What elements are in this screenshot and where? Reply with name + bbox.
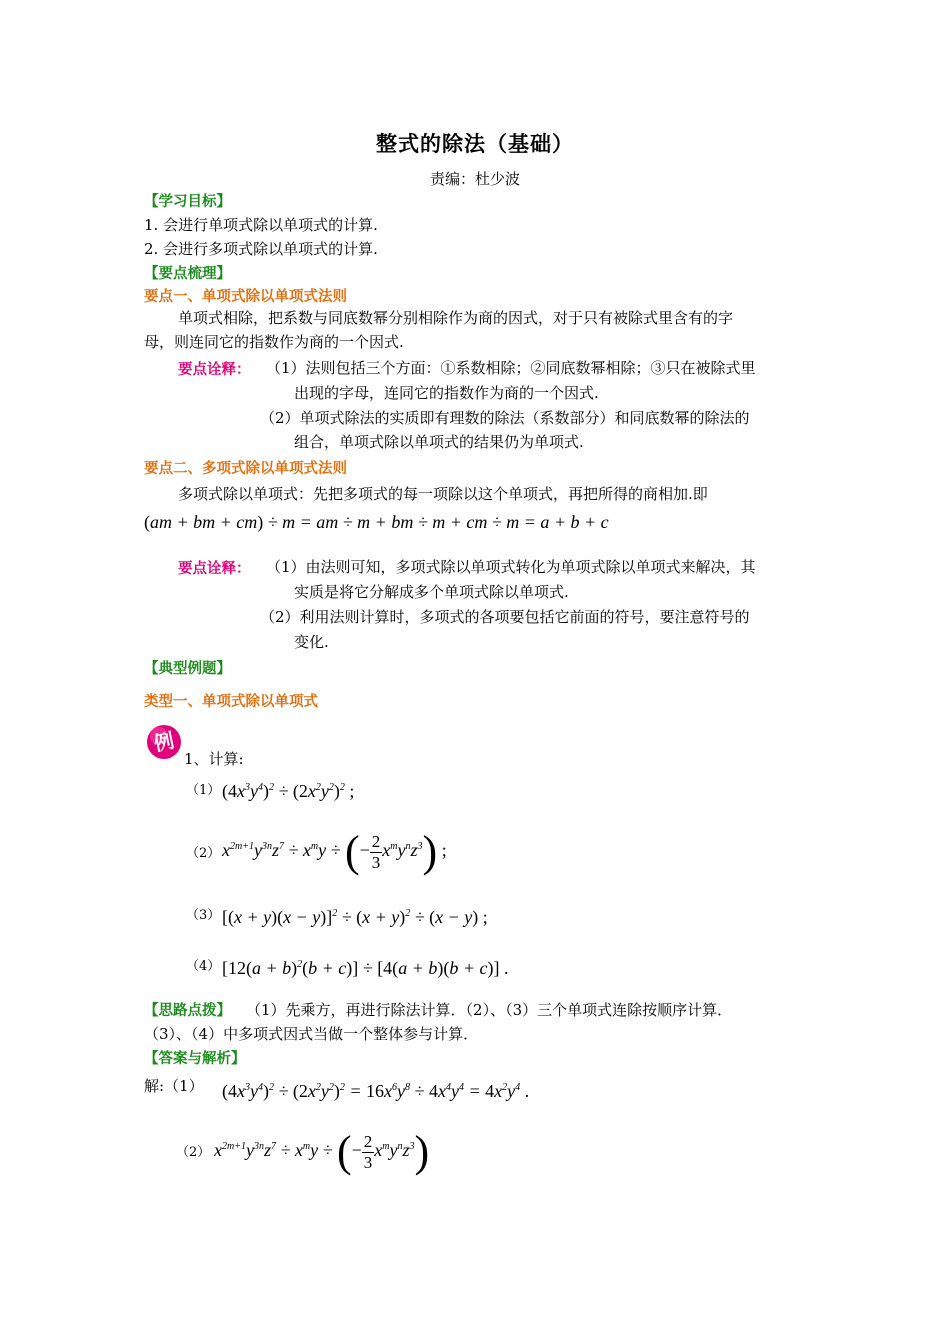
solution-prefix: 解:（1） [144,1077,204,1095]
hint-line2: （3）、（4）中多项式因式当做一个整体参与计算． [144,1025,479,1043]
keypoints-heading: 【要点梳理】 [144,266,231,282]
point1-note2-line2: 组合，单项式除以单项式的结果仍为单项式. [294,433,584,451]
point1-heading: 要点一、单项式除以单项式法则 [144,289,347,305]
point2-note1-line2: 实质是将它分解成多个单项式除以单项式. [294,583,569,601]
examples-heading: 【典型例题】 [144,661,231,677]
example-prompt: 1、计算: [184,750,244,768]
problem-4-expression: $[12(a + b)^2(b + c)] \div [4(a + b)(b + c)]$ . [222,958,509,978]
type1-heading: 类型一、单项式除以单项式 [144,694,318,710]
problem-4-label: （4） [186,959,221,974]
solution-2-expression: $x^{2m+1}y^{3n}z^7 \div x^my$ ÷ (− $\frac{2}{3}$ $x^my^nz^3$) [214,1127,430,1176]
problem-2-expression: $x^{2m+1}y^{3n}z^7 \div x^my$ ÷ (− $\frac{2}{3}$ $x^my^nz^3$) ; [222,827,447,876]
example-badge-icon [145,722,183,760]
author-line: 责编：杜少波 [429,170,520,188]
problem-3-expression: $[(x + y)(x - y)]^2 \div (x + y)^2 \div (x - y)$ ; [222,907,488,927]
problem-2-label: （2） [186,846,221,861]
hint-label: 【思路点拨】 [144,1003,231,1019]
problem-3-label: （3） [186,908,221,923]
point1-note2-line1: （2）单项式除法的实质即有理数的除法（系数部分）和同底数幂的除法的 [260,409,750,427]
point1-note-label: 要点诠释： [178,362,251,378]
example-badge-text: 例 [151,728,177,756]
point1-note1-line2: 出现的字母，连同它的指数作为商的一个因式. [294,384,599,402]
point2-note2-line2: 变化. [294,633,329,651]
point1-note1-line1: （1）法则包括三个方面：①系数相除；②同底数幂相除；③只在被除式里 [266,359,756,377]
solution-2-label: （2） [176,1145,211,1160]
answer-heading: 【答案与解析】 [144,1051,246,1067]
hint-line1: （1）先乘方，再进行除法计算．（2）、（3）三个单项式连除按顺序计算． [246,1001,733,1019]
point2-text-line1: 多项式除以单项式：先把多项式的每一项除以这个单项式，再把所得的商相加.即 [178,485,708,503]
point1-text-line1: 单项式相除，把系数与同底数幂分别相除作为商的因式，对于只有被除式里含有的字 [178,309,734,327]
point2-note-label: 要点诠释： [178,561,251,577]
objective-2: 2. 会进行多项式除以单项式的计算. [144,240,378,258]
point2-note2-line1: （2）利用法则计算时，多项式的各项要包括它前面的符号，要注意符号的 [260,608,750,626]
problem-1-expression: $(4x^3y^4)^2 \div (2x^2y^2)^2$ ; [222,781,355,801]
problem-1-label: （1） [186,783,221,798]
objective-1: 1. 会进行单项式除以单项式的计算. [144,216,378,234]
point2-note1-line1: （1）由法则可知，多项式除以单项式转化为单项式除以单项式来解决，其 [266,558,756,576]
point1-text-line2: 母，则连同它的指数作为商的一个因式. [144,333,404,351]
solution-1-expression: $(4x^3y^4)^2 \div (2x^2y^2)^2 = 16x^6y^8 \div 4x^4y^4 = 4x^2y^4$ . [222,1081,530,1101]
point2-heading: 要点二、多项式除以单项式法则 [144,461,347,477]
page-title: 整式的除法（基础） [376,131,574,156]
objectives-heading: 【学习目标】 [144,194,231,210]
formula-polynomial-division: (am + bm + cm) ÷ m = am ÷ m + bm ÷ m + cm ÷ m = a + b + c [144,512,609,532]
